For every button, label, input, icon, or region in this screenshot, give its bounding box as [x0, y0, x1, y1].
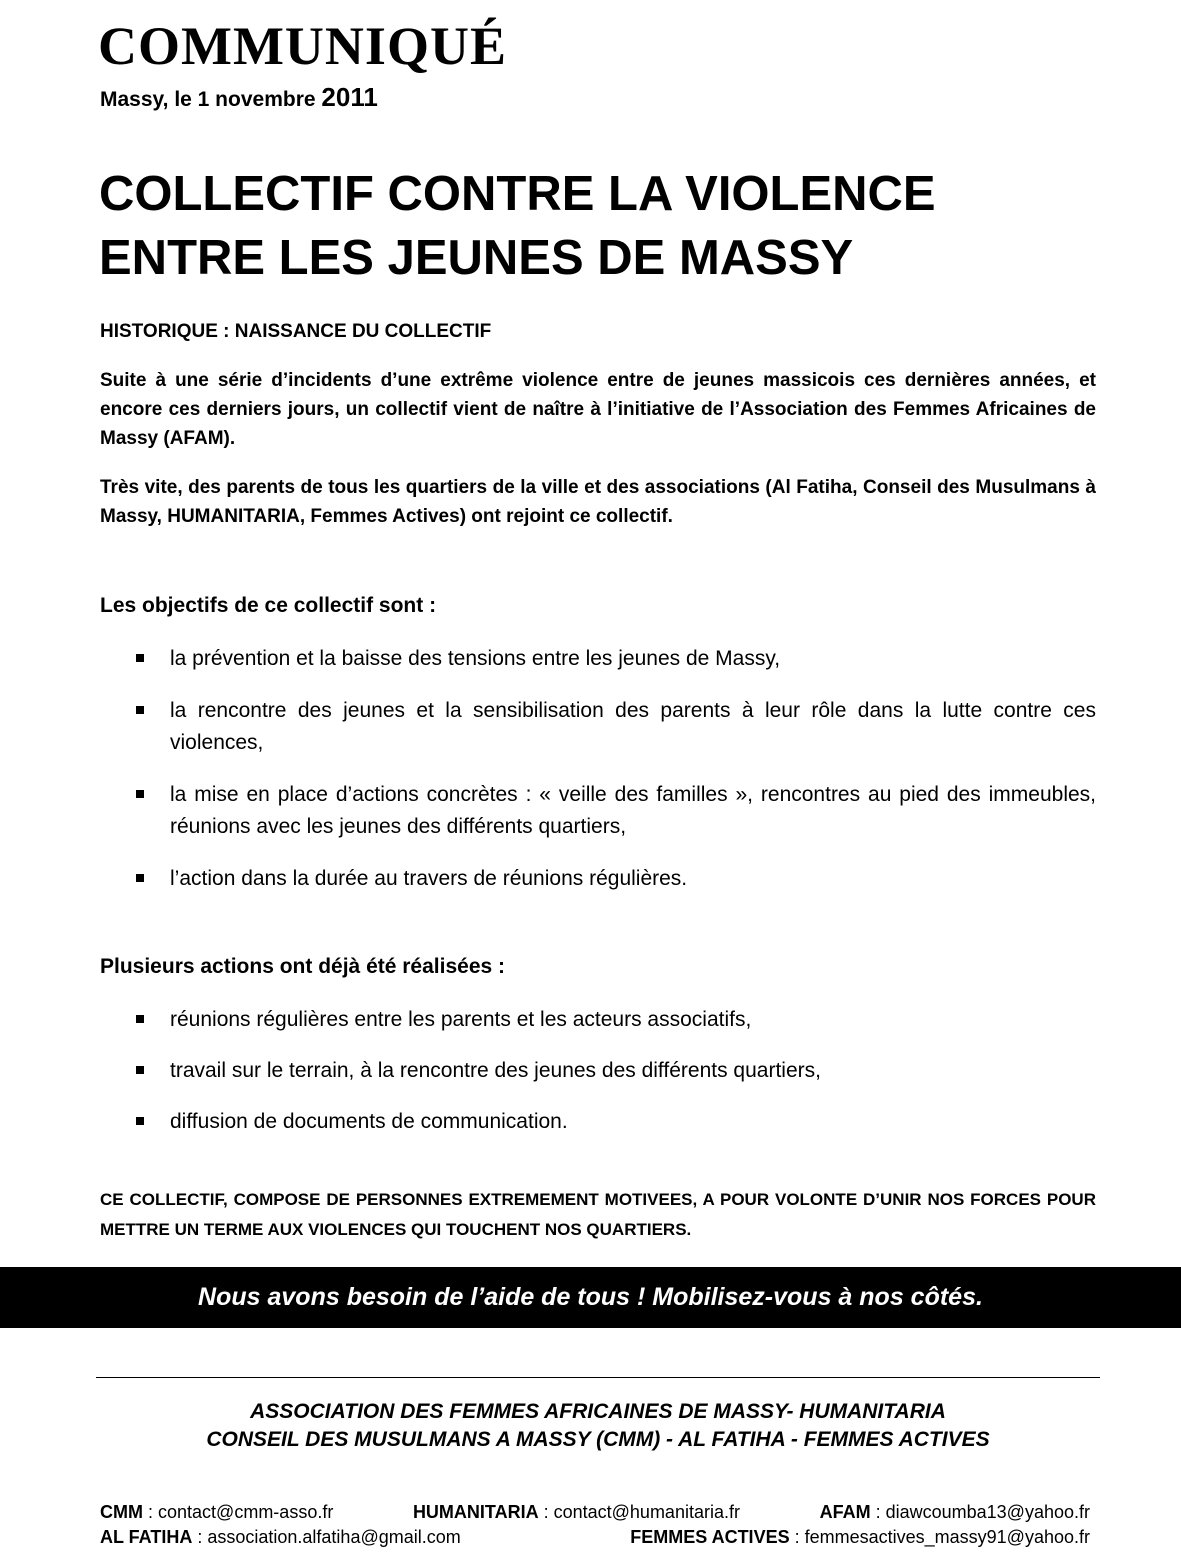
list-item-text: la rencontre des jeunes et la sensibilisation des parents à leur rôle dans la lutte contre ces violences, — [170, 699, 1096, 754]
objectives-list — [100, 643, 1096, 915]
square-bullet-icon — [136, 874, 144, 882]
history-paragraph-1: Suite à une série d’incidents d’une extrême violence entre de jeunes massicois ces dernières années, et encore ces derniers jours, un collectif vient de naître à l’initiative de l’Association des Femmes Africaines de Massy (AFAM). — [100, 370, 1096, 449]
page-title — [99, 162, 1099, 290]
square-bullet-icon — [136, 706, 144, 714]
list-item — [100, 779, 1096, 843]
footer-divider — [96, 1377, 1100, 1378]
list-item — [100, 1004, 1096, 1036]
date-year: 2011 — [321, 82, 378, 112]
list-item-text: la mise en place d’actions concrètes : « veille des familles », rencontres au pied des immeubles, réunions avec les jeunes des différents quartiers, — [170, 783, 1096, 838]
contacts-block — [100, 1500, 1090, 1550]
list-item-text: réunions régulières entre les parents et les acteurs associatifs, — [170, 1008, 752, 1031]
closing-note: CE COLLECTIF, COMPOSE DE PERSONNES EXTREMEMENT MOTIVEES, A POUR VOLONTE D’UNIR NOS FORCES POUR METTRE UN TERME AUX VIOLENCES QUI TOUCHENT NOS QUARTIERS. — [100, 1190, 1096, 1239]
contact-email[interactable]: diawcoumba13@yahoo.fr — [885, 1502, 1090, 1522]
list-item — [100, 1106, 1096, 1138]
square-bullet-icon — [136, 654, 144, 662]
contact-afam: AFAM : diawcoumba13@yahoo.fr — [819, 1502, 1090, 1522]
date-prefix: Massy, le 1 novembre — [100, 88, 316, 111]
contact-name: AL FATIHA — [100, 1527, 193, 1547]
document-label: COMMUNIQUÉ — [98, 16, 507, 76]
contact-name: HUMANITARIA — [412, 1502, 539, 1522]
list-item-text: travail sur le terrain, à la rencontre des jeunes des différents quartiers, — [170, 1059, 821, 1082]
list-item — [100, 643, 1096, 675]
contact-email[interactable]: femmesactives_massy91@yahoo.fr — [804, 1527, 1090, 1547]
contact-email[interactable]: contact@cmm-asso.fr — [158, 1502, 334, 1522]
list-item-text: diffusion de documents de communication. — [170, 1110, 568, 1133]
list-item — [100, 863, 1096, 895]
square-bullet-icon — [136, 1117, 144, 1125]
contact-al-fatiha: AL FATIHA : association.alfatiha@gmail.com — [100, 1527, 461, 1547]
actions-list — [100, 1004, 1096, 1157]
history-paragraph-2: Très vite, des parents de tous les quartiers de la ville et des associations (Al Fatiha, Conseil des Musulmans à Massy, HUMANITARIA, Femmes Actives) ont rejoint ce collectif. — [100, 477, 1096, 527]
contact-email[interactable]: association.alfatiha@gmail.com — [207, 1527, 461, 1547]
contact-name: AFAM — [819, 1502, 871, 1522]
contact-cmm: CMM : contact@cmm-asso.fr — [100, 1502, 334, 1522]
list-item-text: l’action dans la durée au travers de réunions régulières. — [170, 867, 688, 890]
contact-femmes-actives: FEMMES ACTIVES : femmesactives_massy91@yahoo.fr — [630, 1527, 1090, 1547]
square-bullet-icon — [136, 1015, 144, 1023]
contact-name: FEMMES ACTIVES — [630, 1527, 790, 1547]
contacts-row-2 — [100, 1525, 1090, 1550]
contact-email[interactable]: contact@humanitaria.fr — [553, 1502, 740, 1522]
document-date — [100, 82, 378, 115]
contacts-row-1 — [100, 1500, 1090, 1525]
contact-humanitaria: HUMANITARIA : contact@humanitaria.fr — [412, 1502, 740, 1522]
list-item — [100, 1055, 1096, 1087]
history-heading: HISTORIQUE : NAISSANCE DU COLLECTIF — [100, 321, 492, 342]
call-to-action-banner — [0, 1267, 1181, 1328]
square-bullet-icon — [136, 790, 144, 798]
list-item — [100, 695, 1096, 759]
square-bullet-icon — [136, 1066, 144, 1074]
title-line-1: COLLECTIF CONTRE LA VIOLENCE — [99, 167, 936, 221]
list-item-text: la prévention et la baisse des tensions entre les jeunes de Massy, — [170, 647, 781, 670]
associations-line-2: CONSEIL DES MUSULMANS A MASSY (CMM) - AL FATIHA - FEMMES ACTIVES — [206, 1428, 990, 1451]
associations-block — [0, 1398, 1181, 1454]
associations-line-1: ASSOCIATION DES FEMMES AFRICAINES DE MASSY- HUMANITARIA — [250, 1400, 946, 1423]
objectives-heading: Les objectifs de ce collectif sont : — [100, 594, 437, 617]
title-line-2: ENTRE LES JEUNES DE MASSY — [99, 231, 854, 285]
contact-name: CMM — [100, 1502, 143, 1522]
actions-heading: Plusieurs actions ont déjà été réalisées : — [100, 955, 505, 978]
banner-text: Nous avons besoin de l’aide de tous ! Mobilisez-vous à nos côtés. — [198, 1283, 983, 1311]
